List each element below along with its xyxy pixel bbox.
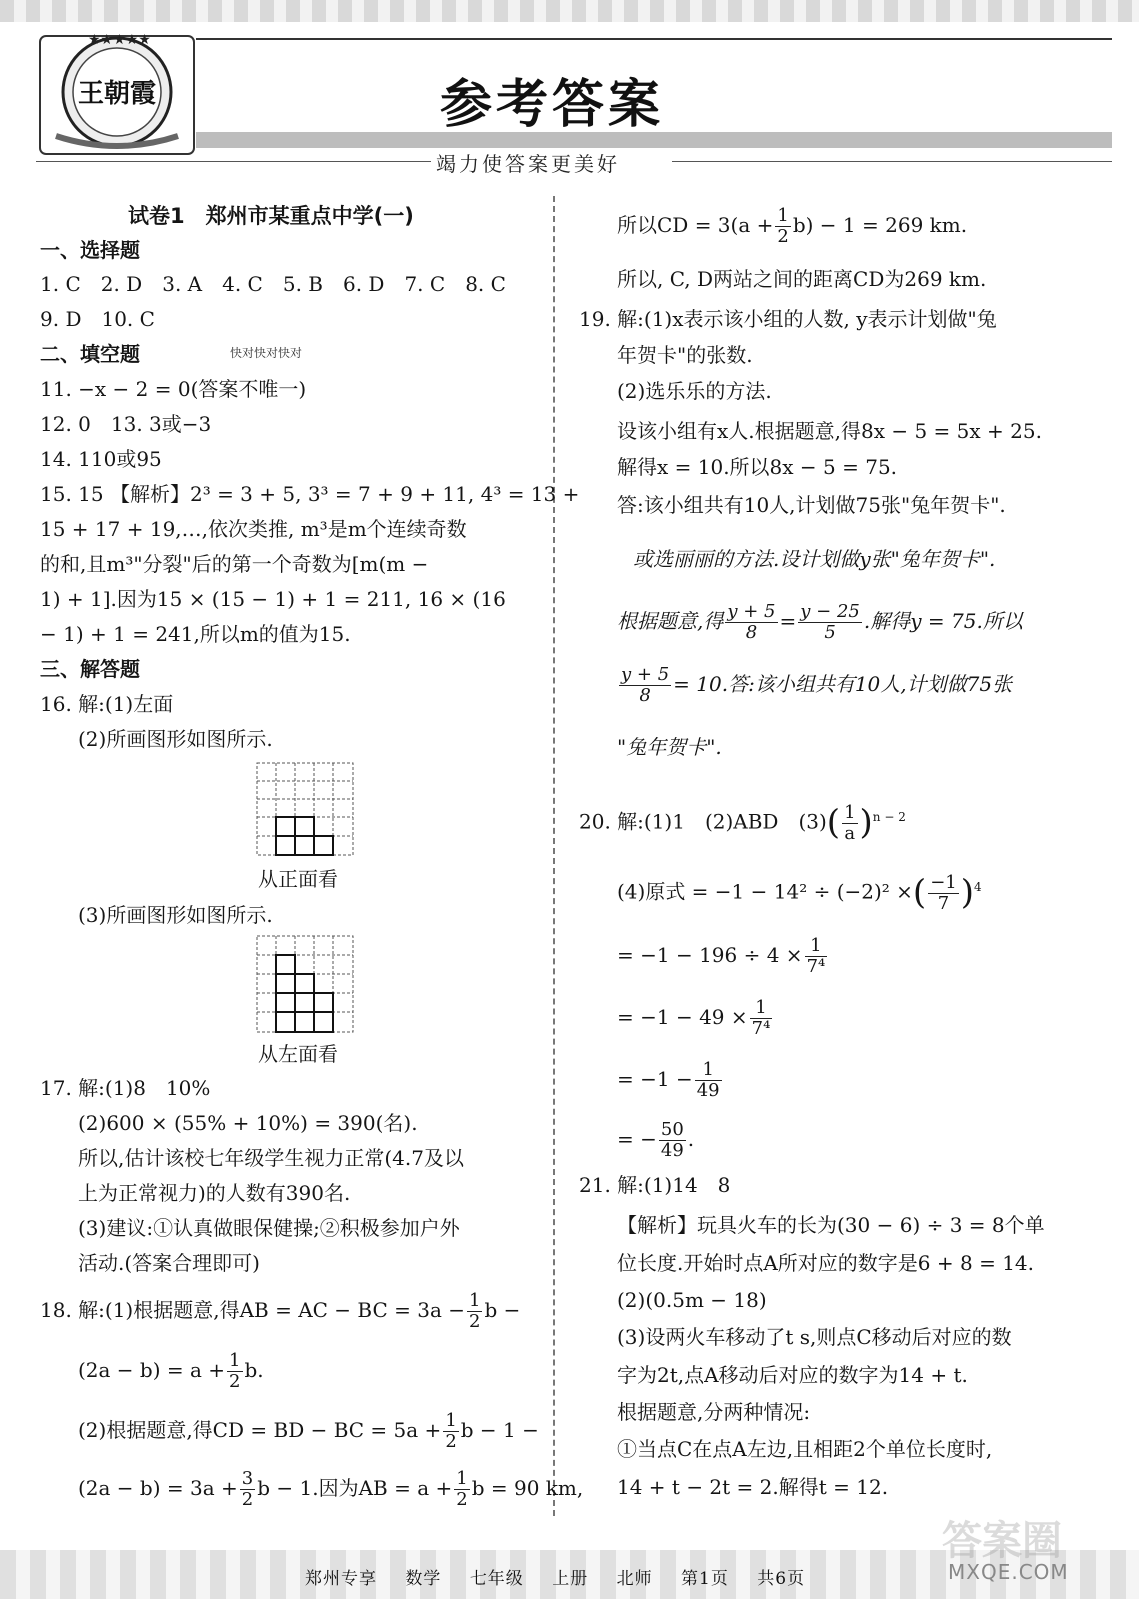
answer-line <box>617 936 829 977</box>
text-segment: b = 90 km, <box>471 1476 584 1500</box>
exponent: 4 <box>974 880 982 894</box>
paren: ) <box>859 802 873 843</box>
text-segment: b) − 1 = 269 km. <box>792 213 968 237</box>
fraction <box>750 998 773 1039</box>
fraction <box>775 206 790 247</box>
answer-line: 位长度.开始时点A所对应的数字是6 + 8 = 14. <box>617 1251 1035 1275</box>
answer-line: 解得x = 10.所以8x − 5 = 75. <box>617 455 898 479</box>
answer-line: 设该小组有x人.根据题意,得8x − 5 = 5x + 25. <box>617 419 1042 443</box>
text-segment: (4)原式 = −1 − 14² ÷ (−2)² × <box>617 879 913 904</box>
text-segment: = −1 − <box>617 1067 693 1091</box>
header-rule <box>196 38 1112 40</box>
answer-line <box>617 998 774 1039</box>
text-segment: (2)根据题意,得CD = BD − BC = 5a + <box>78 1418 442 1442</box>
page-subtitle: 竭力使答案更美好 <box>436 152 620 176</box>
numerator: 1 <box>445 1410 457 1431</box>
figure-caption: 从正面看 <box>258 867 338 891</box>
text-segment: . <box>687 1127 695 1151</box>
answer-line: (2)选乐乐的方法. <box>617 379 772 403</box>
denominator: 49 <box>660 1140 684 1161</box>
numerator: 1 <box>750 998 773 1019</box>
answer-line: 年贺卡"的张数. <box>617 343 753 367</box>
numerator: 1 <box>229 1350 241 1371</box>
answer-line: 9. D 10. C <box>40 307 155 331</box>
denominator: 7 <box>937 892 950 914</box>
numerator: 1 <box>805 936 828 957</box>
figure-caption: 从左面看 <box>258 1042 338 1066</box>
text-segment: = − <box>617 1127 657 1151</box>
text-segment: .解得y = 75.所以 <box>863 609 1023 633</box>
answer-line <box>78 1469 583 1510</box>
text-segment: b − <box>484 1298 521 1322</box>
handwritten-line <box>617 665 1012 706</box>
text-segment: (2a − b) = a + <box>78 1358 226 1382</box>
fraction <box>928 873 959 914</box>
fraction <box>798 602 862 643</box>
answer-line: 19. 解:(1)x表示该小组的人数, y表示计划做"兔 <box>579 307 997 331</box>
footer-volume: 上册 <box>552 1569 589 1589</box>
footer-edition: 北师 <box>616 1569 653 1589</box>
fraction <box>659 1120 686 1161</box>
fraction <box>240 1469 255 1510</box>
header-decoration <box>0 0 1139 22</box>
footer-subject: 数学 <box>405 1569 442 1589</box>
logo-text: 王朝霞 <box>77 79 157 109</box>
text-segment: = −1 − 49 × <box>617 1005 748 1029</box>
handwritten-line: 或选丽丽的方法.设计划做y张"兔年贺卡". <box>633 547 996 571</box>
paren: ) <box>960 872 974 913</box>
answer-line: 所以, C, D两站之间的距离CD为269 km. <box>617 267 987 291</box>
text-segment: 20. 解:(1)1 (2)ABD (3) <box>579 809 827 834</box>
fraction <box>467 1291 482 1332</box>
fraction <box>443 1411 458 1452</box>
answer-line: 15 + 17 + 19,…,依次类推, m³是m个连续奇数 <box>40 517 467 541</box>
footer-total: 共6页 <box>757 1569 806 1589</box>
brand-logo <box>36 28 198 160</box>
figure-front-view <box>256 762 356 858</box>
handwritten-line: "兔年贺卡". <box>617 735 722 759</box>
denominator: 2 <box>445 1431 457 1452</box>
answer-line <box>78 1411 539 1452</box>
answer-line: 11. −x − 2 = 0(答案不唯一) <box>40 377 307 401</box>
answer-line: 活动.(答案合理即可) <box>78 1251 260 1275</box>
fraction <box>805 936 828 977</box>
denominator: a <box>844 822 856 844</box>
answer-line: 12. 0 13. 3或−3 <box>40 412 212 436</box>
denominator: 2 <box>229 1371 241 1392</box>
svg-text:★★★★★: ★★★★★ <box>88 32 151 48</box>
numerator: 1 <box>469 1290 481 1311</box>
fraction <box>695 1060 722 1101</box>
page-title: 参考答案 <box>440 75 665 135</box>
numerator: y + 5 <box>727 601 776 622</box>
heading-choice: 一、选择题 <box>40 238 140 262</box>
footer-region: 郑州专享 <box>305 1569 377 1589</box>
answer-line: 1) + 1].因为15 × (15 − 1) + 1 = 211, 16 × (16 <box>40 587 506 611</box>
text-segment: 18. 解:(1)根据题意,得AB = AC − BC = 3a − <box>40 1298 466 1322</box>
watermark-url: MXQE.COM <box>948 1560 1069 1584</box>
answer-line: 上为正常视力)的人数有390名. <box>78 1181 351 1205</box>
text-segment: = −1 − 196 ÷ 4 × <box>617 943 803 967</box>
denominator: 8 <box>639 685 651 706</box>
text-segment: b − 1 − <box>460 1418 539 1442</box>
denominator: 2 <box>777 226 789 247</box>
answer-line: (2)所画图形如图所示. <box>78 727 273 751</box>
answer-line: 根据题意,分两种情况: <box>617 1400 811 1424</box>
answer-line: 所以,估计该校七年级学生视力正常(4.7及以 <box>78 1146 464 1170</box>
denominator: 8 <box>745 622 758 643</box>
answer-line: (3)建议:①认真做眼保健操;②积极参加户外 <box>78 1216 460 1240</box>
answer-line: 【解析】玩具火车的长为(30 − 6) ÷ 3 = 8个单 <box>617 1213 1045 1237</box>
denominator: 7⁴ <box>806 956 826 977</box>
numerator: 1 <box>777 205 789 226</box>
heading-fill: 二、填空题 <box>40 342 140 366</box>
answer-line: 21. 解:(1)14 8 <box>579 1173 731 1197</box>
answer-line: 1. C 2. D 3. A 4. C 5. B 6. D 7. C 8. C <box>40 272 506 296</box>
answer-line: (3)设两火车移动了t s,则点C移动后对应的数 <box>617 1325 1012 1349</box>
numerator: y − 25 <box>800 601 860 622</box>
text-segment: 根据题意,得 <box>617 609 724 633</box>
answer-line: 14 + t − 2t = 2.解得t = 12. <box>617 1475 889 1499</box>
paren: ( <box>826 802 841 843</box>
answer-line: 答:该小组共有10人,计划做75张"兔年贺卡". <box>617 493 1006 517</box>
watermark-text: 答案圈 <box>942 1518 1062 1562</box>
fraction <box>842 803 857 844</box>
denominator: 49 <box>696 1080 720 1101</box>
page-footer <box>305 1564 827 1589</box>
numerator: 3 <box>241 1468 254 1489</box>
exponent: n − 2 <box>872 810 906 824</box>
numerator: 1 <box>695 1060 722 1081</box>
numerator: y + 5 <box>621 664 670 685</box>
answer-line <box>617 206 967 247</box>
numerator: 1 <box>456 1468 468 1489</box>
answer-line: 16. 解:(1)左面 <box>40 692 174 716</box>
subtitle-rule-right <box>672 161 1112 162</box>
denominator: 2 <box>469 1311 481 1332</box>
fraction <box>619 665 671 706</box>
text-segment: b. <box>244 1358 264 1382</box>
answer-line: 15. 15 【解析】2³ = 3 + 5, 3³ = 7 + 9 + 11, 4³ = 13 + <box>40 482 580 506</box>
fraction <box>227 1351 242 1392</box>
numerator: −1 <box>930 871 957 893</box>
heading-solve: 三、解答题 <box>40 657 140 681</box>
figure-left-view <box>256 935 356 1035</box>
answer-line: − 1) + 1 = 241,所以m的值为15. <box>40 622 351 646</box>
answer-line <box>617 1060 724 1101</box>
text-segment: = <box>779 609 797 633</box>
answer-line <box>40 1291 520 1332</box>
paren: ( <box>912 872 927 913</box>
answer-line: 14. 110或95 <box>40 447 162 471</box>
section-title: 试卷1 郑州市某重点中学(一) <box>128 204 414 228</box>
numerator: 50 <box>660 1119 684 1140</box>
answer-line <box>617 870 982 914</box>
answer-line: (2)(0.5m − 18) <box>617 1288 767 1312</box>
answer-line <box>617 1120 694 1161</box>
handwritten-line <box>617 602 1023 643</box>
denominator: 5 <box>824 622 836 643</box>
answer-line: ①当点C在点A左边,且相距2个单位长度时, <box>617 1437 993 1461</box>
handwritten-note: 快对快对快对 <box>230 346 303 360</box>
text-segment: (2a − b) = 3a + <box>78 1476 238 1500</box>
answer-line: 的和,且m³"分裂"后的第一个奇数为[m(m − <box>40 552 429 576</box>
numerator: 1 <box>844 801 856 823</box>
text-segment: = 10.答:该小组共有10人,计划做75张 <box>673 672 1013 696</box>
answer-line: (2)600 × (55% + 10%) = 390(名). <box>78 1111 418 1135</box>
footer-page: 第1页 <box>681 1569 729 1589</box>
text-segment: b − 1.因为AB = a + <box>257 1476 453 1500</box>
answer-line <box>579 800 906 844</box>
denominator: 2 <box>241 1489 254 1510</box>
fraction <box>725 602 777 643</box>
denominator: 2 <box>456 1489 468 1510</box>
text-segment: 所以CD = 3(a + <box>617 213 774 237</box>
denominator: 7⁴ <box>751 1018 771 1039</box>
answer-line <box>78 1351 264 1392</box>
answer-line: 字为2t,点A移动后对应的数字为14 + t. <box>617 1363 968 1387</box>
footer-grade: 七年级 <box>469 1569 524 1589</box>
answer-line: (3)所画图形如图所示. <box>78 903 273 927</box>
answer-line: 17. 解:(1)8 10% <box>40 1076 211 1100</box>
subtitle-rule-left <box>36 161 431 162</box>
fraction <box>454 1469 469 1510</box>
column-divider <box>553 196 555 1516</box>
